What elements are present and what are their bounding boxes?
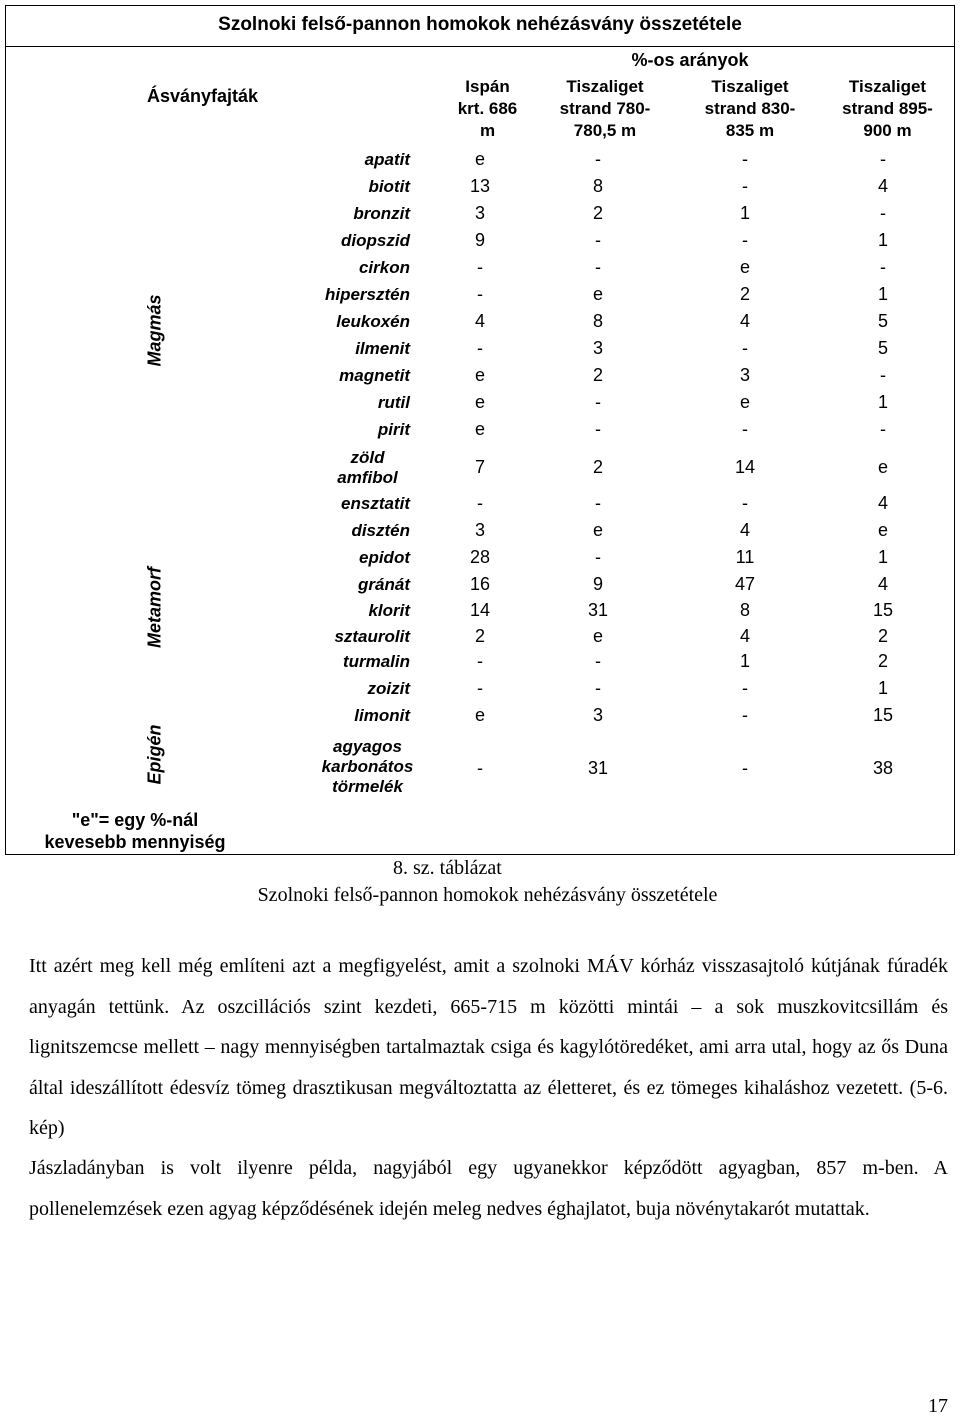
value-cell: - (742, 149, 748, 169)
value-cell: 2 (474, 626, 485, 646)
value-cell: e (474, 419, 485, 439)
value-cell: 3 (592, 705, 603, 725)
mineral-name: rutil (377, 393, 410, 412)
value-cell: e (739, 257, 750, 277)
mineral-name: gránát (358, 575, 410, 594)
value-cell: 4 (739, 311, 750, 331)
value-cell: - (477, 493, 483, 513)
mineral-name: pirit (377, 420, 410, 439)
value-cell: 1 (739, 203, 750, 223)
value-cell: - (880, 365, 886, 385)
value-cell: - (477, 651, 483, 671)
value-cell: - (742, 758, 748, 778)
value-cell: e (474, 365, 485, 385)
value-cell: e (474, 705, 485, 725)
value-cell: 15 (872, 705, 894, 725)
value-cell: - (880, 257, 886, 277)
value-cell: - (595, 678, 601, 698)
value-cell: 5 (877, 338, 888, 358)
caption-label-text: 8. sz. táblázat (393, 857, 502, 879)
table-row (0, 312, 960, 332)
group-label-epigen: Epigén (144, 724, 165, 785)
mineral-name: zöld amfibol (337, 448, 398, 487)
value-cell: 8 (739, 600, 750, 620)
value-cell: 2 (877, 651, 888, 671)
table-row (0, 285, 960, 305)
value-cell: 8 (592, 176, 603, 196)
value-cell: 38 (872, 758, 894, 778)
value-cell: - (742, 678, 748, 698)
table-row (0, 548, 960, 568)
value-cell: 4 (877, 176, 888, 196)
mineral-name: limonit (354, 706, 410, 725)
table-row (0, 393, 960, 413)
value-cell: 1 (739, 651, 750, 671)
value-cell: - (595, 149, 601, 169)
value-cell: 9 (592, 574, 603, 594)
value-cell: 1 (877, 284, 888, 304)
group-label-magmas: Magmás (144, 294, 165, 367)
value-cell: - (742, 176, 748, 196)
value-cell: 4 (739, 626, 750, 646)
mineral-name: zoizit (367, 679, 410, 698)
value-cell: e (739, 392, 750, 412)
table-row (0, 339, 960, 359)
table-row (0, 679, 960, 699)
value-cell: 1 (877, 678, 888, 698)
value-cell: 31 (587, 758, 609, 778)
table-row (0, 258, 960, 278)
value-cell: - (880, 203, 886, 223)
value-cell: e (877, 520, 888, 540)
column-header-tiszaliget-830: Tiszaliget strand 830- 835 m (704, 77, 796, 140)
value-cell: e (474, 392, 485, 412)
value-cell: 2 (592, 365, 603, 385)
value-cell: 2 (592, 457, 603, 477)
table-row (0, 737, 960, 801)
value-cell: 31 (587, 600, 609, 620)
value-cell: 16 (469, 574, 491, 594)
table-row (0, 706, 960, 726)
value-cell: 14 (734, 457, 756, 477)
page-number: 17 (928, 1395, 948, 1417)
mineral-name: magnetit (339, 366, 410, 385)
value-cell: - (742, 338, 748, 358)
value-cell: - (595, 419, 601, 439)
value-cell: 7 (474, 457, 485, 477)
header-percent: %-os arányok (631, 50, 749, 70)
value-cell: - (742, 493, 748, 513)
mineral-name: bronzit (353, 204, 410, 223)
value-cell: 14 (469, 600, 491, 620)
value-cell: e (592, 626, 603, 646)
value-cell: 3 (474, 203, 485, 223)
paragraph-2: Jászladányban is volt ilyenre példa, nagyjából egy ugyanekkor képződött agyagban, 857 m-ben. A pollenelemzések ezen agyag képződésének idején meleg nedves éghajlatot, buja növénytakarót mutattak. (29, 1157, 948, 1220)
value-cell: - (477, 758, 483, 778)
column-header-ispan: Ispán krt. 686 m (457, 77, 518, 140)
value-cell: 11 (735, 547, 755, 567)
table-row (0, 652, 960, 672)
value-cell: - (880, 149, 886, 169)
mineral-name: agyagos karbonátos törmelék (321, 737, 414, 796)
table-row (0, 231, 960, 251)
value-cell: - (742, 705, 748, 725)
mineral-name: hipersztén (324, 285, 410, 304)
mineral-name: epidot (359, 548, 410, 567)
value-cell: 4 (877, 574, 888, 594)
table-caption-title: Szolnoki felső-pannon homokok nehézásvány összetétele (257, 884, 718, 906)
value-cell: 13 (469, 176, 491, 196)
mineral-name: diopszid (341, 231, 410, 250)
table-row (0, 575, 960, 595)
group-label-metamorf: Metamorf (144, 567, 165, 649)
value-cell: 47 (734, 574, 756, 594)
table-row (0, 601, 960, 621)
value-cell: 9 (474, 230, 485, 250)
table-note: "e"= egy %-nál kevesebb mennyiség (44, 810, 226, 852)
value-cell: 4 (739, 520, 750, 540)
value-cell: - (595, 392, 601, 412)
title-divider (5, 46, 955, 47)
value-cell: e (877, 457, 888, 477)
table-row (0, 366, 960, 386)
mineral-name: biotit (368, 177, 410, 196)
value-cell: e (592, 284, 603, 304)
value-cell: - (595, 493, 601, 513)
value-cell: - (880, 419, 886, 439)
mineral-name: ilmenit (355, 339, 410, 358)
mineral-name: disztén (351, 521, 410, 540)
value-cell: - (477, 257, 483, 277)
column-header-tiszaliget-895: Tiszaliget strand 895- 900 m (842, 77, 933, 140)
value-cell: - (477, 338, 483, 358)
mineral-name: leukoxén (336, 312, 410, 331)
value-cell: 5 (877, 311, 888, 331)
table-row (0, 150, 960, 170)
table-row (0, 420, 960, 440)
value-cell: 28 (469, 547, 491, 567)
value-cell: 2 (739, 284, 750, 304)
value-cell: - (742, 230, 748, 250)
paragraph-1: Itt azért meg kell még említeni azt a megfigyelést, amit a szolnoki MÁV kórház visszasajtoló kútjának fúradék anyagán tettünk. Az oszcillációs szint kezdeti, 665-715 m közötti mintái – a sok muszkovitcsillám és lignitszemcse mellett – nagy mennyiségben tartalmaztak csiga és kagylótöredéket, ami arra utal, hogy az ős Duna által ideszállított édesvíz tömeg drasztikusan megváltoztatta az életteret, és ez tömeges kihaláshoz vezetett. (5-6. kép) (29, 955, 948, 1139)
value-cell: - (595, 547, 601, 567)
value-cell: - (595, 230, 601, 250)
value-cell: 2 (592, 203, 603, 223)
value-cell: 4 (877, 493, 888, 513)
value-cell: 4 (474, 311, 485, 331)
table-row (0, 494, 960, 514)
value-cell: - (742, 419, 748, 439)
value-cell: 3 (474, 520, 485, 540)
value-cell: 1 (877, 230, 888, 250)
value-cell: 3 (739, 365, 750, 385)
mineral-name: apatit (364, 150, 410, 169)
mineral-name: klorit (368, 601, 410, 620)
value-cell: 1 (877, 392, 888, 412)
mineral-name: ensztatit (341, 494, 410, 513)
value-cell: - (477, 678, 483, 698)
value-cell: 2 (877, 626, 888, 646)
value-cell: - (595, 651, 601, 671)
value-cell: 15 (872, 600, 894, 620)
value-cell: 3 (592, 338, 603, 358)
mineral-name: turmalin (342, 652, 410, 671)
table-row (0, 204, 960, 224)
value-cell: e (592, 520, 603, 540)
value-cell: e (474, 149, 485, 169)
table-row (0, 521, 960, 541)
mineral-name: sztaurolit (334, 627, 410, 646)
value-cell: - (477, 284, 483, 304)
header-mineral-types: Ásványfajták (146, 86, 259, 106)
value-cell: 8 (592, 311, 603, 331)
table-row (0, 448, 960, 488)
value-cell: 1 (877, 547, 888, 567)
value-cell: - (595, 257, 601, 277)
table-row (0, 177, 960, 197)
table-title: Szolnoki felső-pannon homokok nehézásvány összetétele (218, 14, 742, 35)
mineral-name: cirkon (358, 258, 410, 277)
column-header-tiszaliget-780: Tiszaliget strand 780- 780,5 m (559, 77, 651, 140)
table-row (0, 627, 960, 647)
